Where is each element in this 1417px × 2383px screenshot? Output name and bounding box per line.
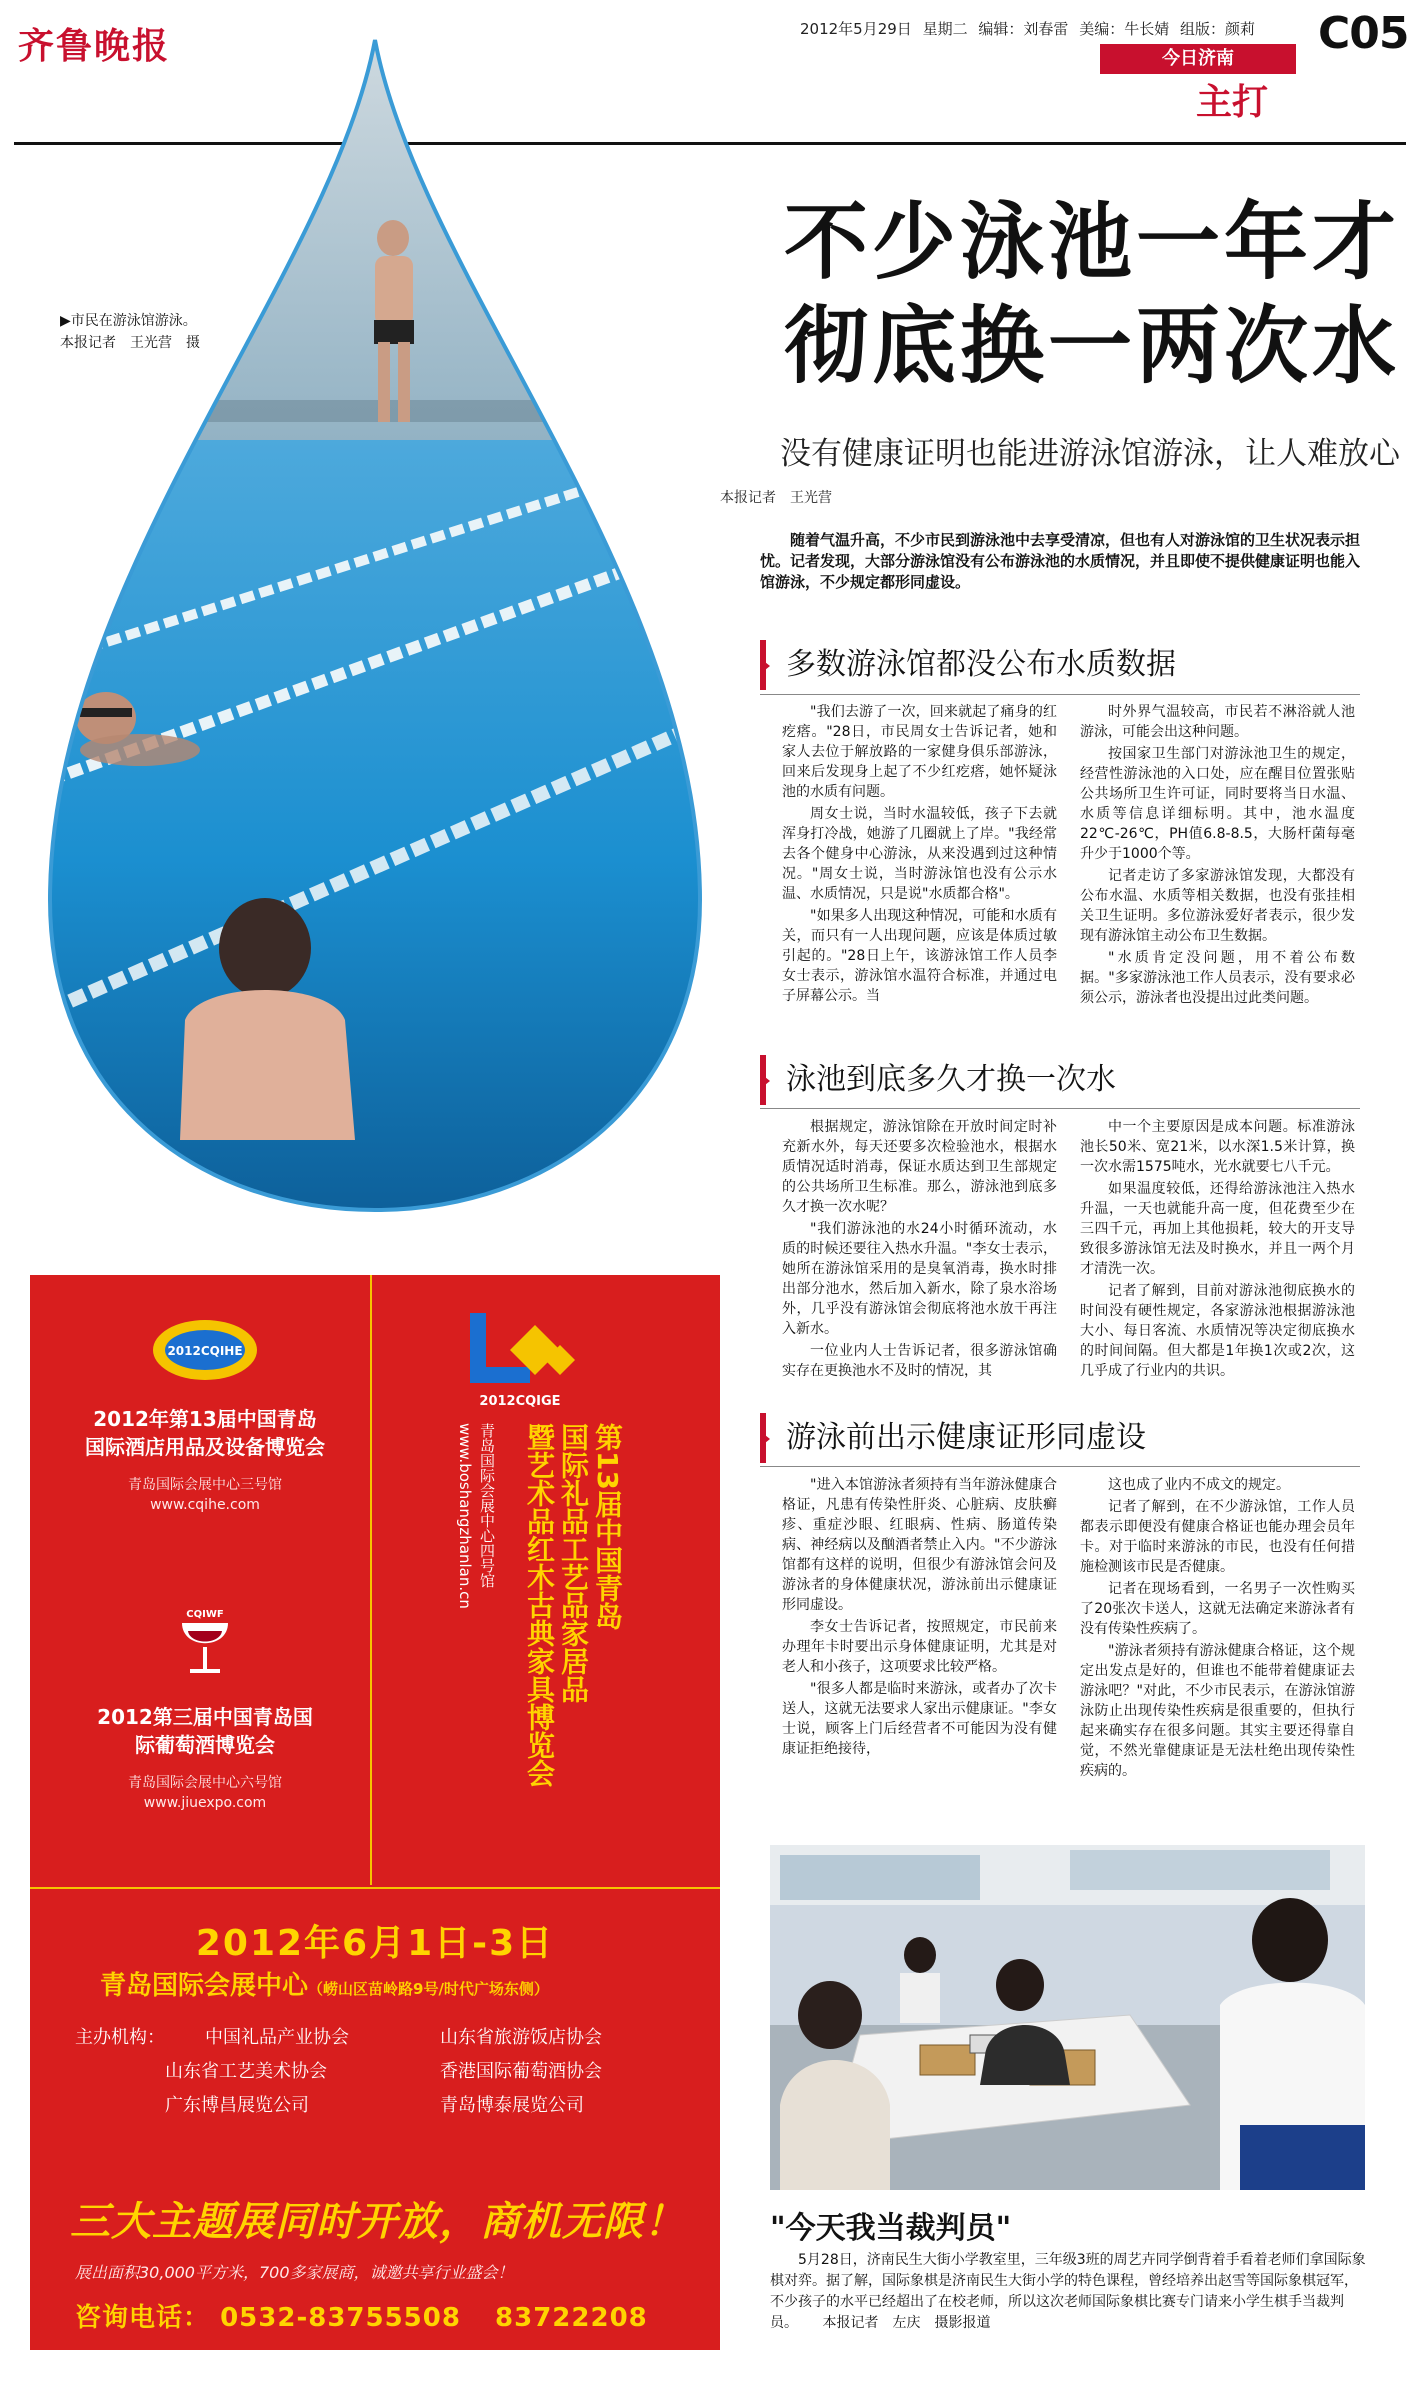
- section-tag: 今日济南: [1100, 44, 1296, 74]
- expo-2-title-1: 2012第三届中国青岛国: [97, 1705, 313, 1729]
- paragraph: "游泳者须持有游泳健康合格证，这个规定出发点是好的，但谁也不能带着健康证去游泳吧？"对此，不少市民表示，在游泳馆游泳防止出现传染性疾病是很重要的，但执行起来确实存在很多问题。其实主要还得靠自觉，不然光靠健康证是无法杜绝出现传染性疾病的。: [1080, 1643, 1355, 1779]
- paragraph: "我们去游了一次，回来就起了痛身的红疙瘩。"28日，市民周女士告诉记者，她和家人去位于解放路的一家健身俱乐部游泳，回来后发现身上起了不少红疙瘩，她怀疑泳池的水质有问题。: [782, 704, 1057, 800]
- organizer: 香港国际葡萄酒协会: [440, 2061, 602, 2082]
- photo-credit: 本报记者 王光营 摄: [60, 335, 200, 351]
- expo-1-title-2: 国际酒店用品及设备博览会: [85, 1435, 325, 1459]
- section-rule: [760, 694, 1360, 695]
- organizer: 青岛博泰展览公司: [440, 2095, 584, 2116]
- paragraph: "我们游泳池的水24小时循环流动，水质的时候还要往入热水升温。"李女士表示，她所在游泳馆采用的是臭氧消毒，换水时排出部分池水，然后加入新水，除了泉水浴场外，几乎没有游泳馆会彻底将池水放干再注入新水。: [782, 1221, 1057, 1337]
- lead-paragraph: 随着气温升高，不少市民到游泳池中去享受清凉，但也有人对游泳馆的卫生状况表示担忧。记者发现，大部分游泳馆没有公布游泳池的水质情况，并且即使不提供健康证明也能入馆游泳，不少规定都形同虚设。: [760, 531, 1361, 591]
- section-rule: [760, 1108, 1360, 1109]
- paragraph: 记者在现场看到，一名男子一次性购买了20张次卡送人，这就无法确定来游泳者有没有传染性疾病了。: [1080, 1581, 1355, 1637]
- phone-number-2[interactable]: 83722208: [495, 2303, 648, 2333]
- expo-3-title-b: 国际礼品工艺品家居品: [557, 1423, 590, 1703]
- photo-2-caption: [770, 2250, 1370, 2334]
- photo-caption-text: ▶市民在游泳馆游泳。: [60, 313, 197, 329]
- paragraph: "进入本馆游泳者须持有当年游泳健康合格证，凡患有传染性肝炎、心脏病、皮肤癣疹、重症沙眼、红眼病、性病、肠道传染病、神经病以及酗酒者禁止入内。"不少游泳馆都有这样的说明，但很少有游泳馆会问及游泳者的身体健康状况，游泳前出示健康证形同虚设。: [782, 1477, 1057, 1613]
- heading-marker: [760, 658, 770, 674]
- expo-2-hall: 青岛国际会展中心六号馆: [128, 1775, 282, 1791]
- expo-3-title-a: 第13届中国青岛: [591, 1423, 624, 1630]
- expo-1-title-1: 2012年第13届中国青岛: [93, 1407, 317, 1431]
- paragraph: 根据规定，游泳馆除在开放时间定时补充新水外，每天还要多次检验池水，根据水质情况适时消毒，保证水质达到卫生部规定的公共场所卫生标准。那么，游泳池到底多久才换一次水呢？: [782, 1119, 1057, 1215]
- expo-venue-name: 青岛国际会展中心: [100, 1971, 309, 2001]
- paragraph: 中一个主要原因是成本问题。标准游泳池长50米、宽21米，以水深1.5米计算，换一次水需1575吨水，光水就要七八千元。: [1080, 1119, 1355, 1175]
- byline: 本报记者 王光营: [720, 490, 832, 506]
- organizer: 山东省工艺美术协会: [165, 2061, 327, 2082]
- phone-number-1[interactable]: 0532-83755508: [220, 2303, 461, 2333]
- paragraph: 周女士说，当时水温较低，孩子下去就浑身打冷战，她游了几圈就上了岸。"我经常去各个健身中心游泳，从来没遇到过这种情况。"周女士说，当时游泳馆也没有公示水温、水质情况，只是说"水质都合格"。: [782, 806, 1057, 902]
- issue-date: 2012年5月29日: [800, 20, 912, 38]
- ad-divider-horizontal: [30, 1887, 720, 1889]
- photo-2-title: "今天我当裁判员": [770, 2211, 1012, 2246]
- expo-3-hall: 青岛国际会展中心四号馆: [478, 1423, 496, 1588]
- section-3-col-2: [1080, 1475, 1355, 1830]
- section-2-col-1: [782, 1117, 1057, 1407]
- designer-credit: 美编：牛长婧: [1079, 20, 1170, 38]
- section-rule: [760, 1466, 1360, 1467]
- heading-marker: [760, 1431, 770, 1447]
- paragraph: "如果多人出现这种情况，可能和水质有关，而只有一人出现问题，应该是体质过敏引起的。"28日上午，该游泳馆工作人员李女士表示，游泳馆水温符合标准，并通过电子屏幕公示。当: [782, 908, 1057, 1004]
- headline-line-2: 彻底换一两次水: [783, 297, 1400, 395]
- organizer: 山东省旅游饭店协会: [440, 2027, 602, 2048]
- photo-caption: [60, 310, 200, 354]
- paragraph: 时外界气温较高，市民若不淋浴就人池游泳，可能会出这种问题。: [1080, 704, 1355, 740]
- expo-advertisement: [30, 1275, 720, 2350]
- issue-weekday: 星期二: [922, 20, 968, 38]
- heading-marker: [760, 1073, 770, 1089]
- paragraph: "很多人都是临时来游泳，或者办了次卡送人，这就无法要求人家出示健康证。"李女士说，顾客上门后经营者不可能因为没有健康证拒绝接待，: [782, 1681, 1057, 1757]
- paragraph: 记者了解到，在不少游泳馆，工作人员都表示即便没有健康合格证也能办理会员年卡。对于临时来游泳的市民，也没有任何措施检测该市民是否健康。: [1080, 1499, 1355, 1575]
- section-2-title: 泳池到底多久才换一次水: [786, 1062, 1116, 1097]
- cqige-logo: [450, 1305, 600, 1415]
- organizers-label: 主办机构：: [75, 2027, 165, 2048]
- paragraph: 记者走访了多家游泳馆发现，大都没有公布水温、水质等相关数据，也没有张挂相关卫生证明。多位游泳爱好者表示，很少发现有游泳馆主动公布卫生数据。: [1080, 868, 1355, 944]
- organizer: 中国礼品产业协会: [205, 2027, 349, 2048]
- section-1-heading: [760, 640, 1360, 690]
- child-background: [900, 1937, 940, 2023]
- cqige-logo-text: 2012CQIGE: [479, 1394, 561, 1409]
- cqihe-logo: [150, 1315, 260, 1385]
- expo-date: 2012年6月1日-3日: [195, 1923, 555, 1964]
- paragraph: 这也成了业内不成文的规定。: [1108, 1477, 1290, 1493]
- photo-2-caption-text: 5月28日，济南民生大街小学教室里，三年级3班的周艺卉同学倒背着手看着老师们拿国际象棋对弈。据了解，国际象棋是济南民生大街小学的特色课程，曾经培养出赵雪等国际象棋冠军，不少孩子的水平已经超出了在校老师，所以这次老师国际象棋比赛专门请来小学生棋手当裁判员。: [770, 2252, 1366, 2331]
- phone-label: 咨询电话：: [75, 2303, 211, 2333]
- expo-venue: [100, 1965, 549, 2002]
- expo-3-url[interactable]: www.boshangzhanlan.cn: [456, 1423, 474, 1609]
- section-3-title: 游泳前出示健康证形同虚设: [786, 1420, 1146, 1455]
- paragraph: 如果温度较低，还得给游泳池注入热水升温，一天也就能升高一度，但花费至少在三四千元，再加上其他损耗，较大的开支导致很多游泳馆无法及时换水，并且一两个月才清洗一次。: [1080, 1181, 1355, 1277]
- expo-1-hall: 青岛国际会展中心三号馆: [128, 1477, 282, 1493]
- expo-venue-address: （崂山区苗岭路9号/时代广场东侧）: [308, 1980, 549, 1998]
- expo-area-info: 展出面积30,000平方米，700多家展商，诚邀共享行业盛会！: [75, 2263, 514, 2282]
- expo-slogan: 三大主题展同时开放，商机无限！: [70, 2199, 685, 2245]
- section-1-title: 多数游泳馆都没公布水质数据: [786, 647, 1176, 682]
- section-3-col-1: [782, 1475, 1057, 1830]
- section-1-col-2: [1080, 702, 1355, 1072]
- expo-1-url[interactable]: www.cqihe.com: [150, 1497, 260, 1513]
- section-2-heading: [760, 1055, 1360, 1105]
- section-1-col-1: [782, 702, 1057, 1072]
- paragraph: 按国家卫生部门对游泳池卫生的规定，经营性游泳池的入口处，应在醒目位置张贴公共场所卫生许可证，同时要将当日水温、水质等信息详细标明。其中，池水温度22℃-26℃，PH值6.8-8.5，大肠杆菌每毫升少于1000个等。: [1080, 746, 1355, 862]
- wine-glass-logo: [170, 1605, 240, 1685]
- editor-credit: 编辑：刘春雷: [978, 20, 1069, 38]
- expo-2-title-2: 际葡萄酒博览会: [135, 1733, 275, 1757]
- paragraph: 一位业内人士告诉记者，很多游泳馆确实存在更换池水不及时的情况，其: [782, 1343, 1057, 1379]
- cqihe-logo-text: 2012CQIHE: [167, 1344, 243, 1358]
- section-3-heading: [760, 1413, 1360, 1463]
- paragraph: 记者了解到，目前对游泳池彻底换水的时间没有硬性规定，各家游泳池根据游泳池大小、每日客流、水质情况等决定彻底换水的时间间隔。但大都是1年换1次或2次，这几乎成了行业内的共识。: [1080, 1283, 1355, 1379]
- headline-line-1: 不少泳池一年才: [783, 193, 1400, 291]
- paragraph: 李女士告诉记者，按照规定，市民前来办理年卡时要出示身体健康证明，尤其是对老人和小孩子，这项要求比较严格。: [782, 1619, 1057, 1675]
- expo-phone: [75, 2297, 648, 2334]
- ad-divider-vertical: [370, 1275, 372, 1885]
- subhead: 没有健康证明也能进游泳馆游泳，让人难放心: [780, 436, 1400, 472]
- expo-2-url[interactable]: www.jiuexpo.com: [143, 1795, 267, 1811]
- photo-2-credit: 本报记者 左庆 摄影报道: [822, 2315, 991, 2331]
- issue-meta: [800, 18, 1255, 39]
- organizer: 广东博昌展览公司: [165, 2095, 309, 2116]
- headline: [560, 190, 1400, 398]
- section-subtitle: 主打: [1196, 82, 1269, 123]
- chess-classroom-photo: [770, 1845, 1365, 2190]
- layout-credit: 组版：颜莉: [1179, 20, 1255, 38]
- page-number: C05: [1318, 8, 1409, 59]
- expo-3-title-c: 暨艺术品红木古典家具博览会: [523, 1423, 556, 1787]
- paragraph: "水质肯定没问题，用不着公布数据。"多家游泳池工作人员表示，没有要求必须公示，游泳者也没提出过此类问题。: [1080, 950, 1355, 1006]
- cqiwf-logo-text: CQIWF: [186, 1609, 224, 1620]
- paper-name: 齐鲁晚报: [18, 25, 171, 67]
- section-2-col-2: [1080, 1117, 1355, 1407]
